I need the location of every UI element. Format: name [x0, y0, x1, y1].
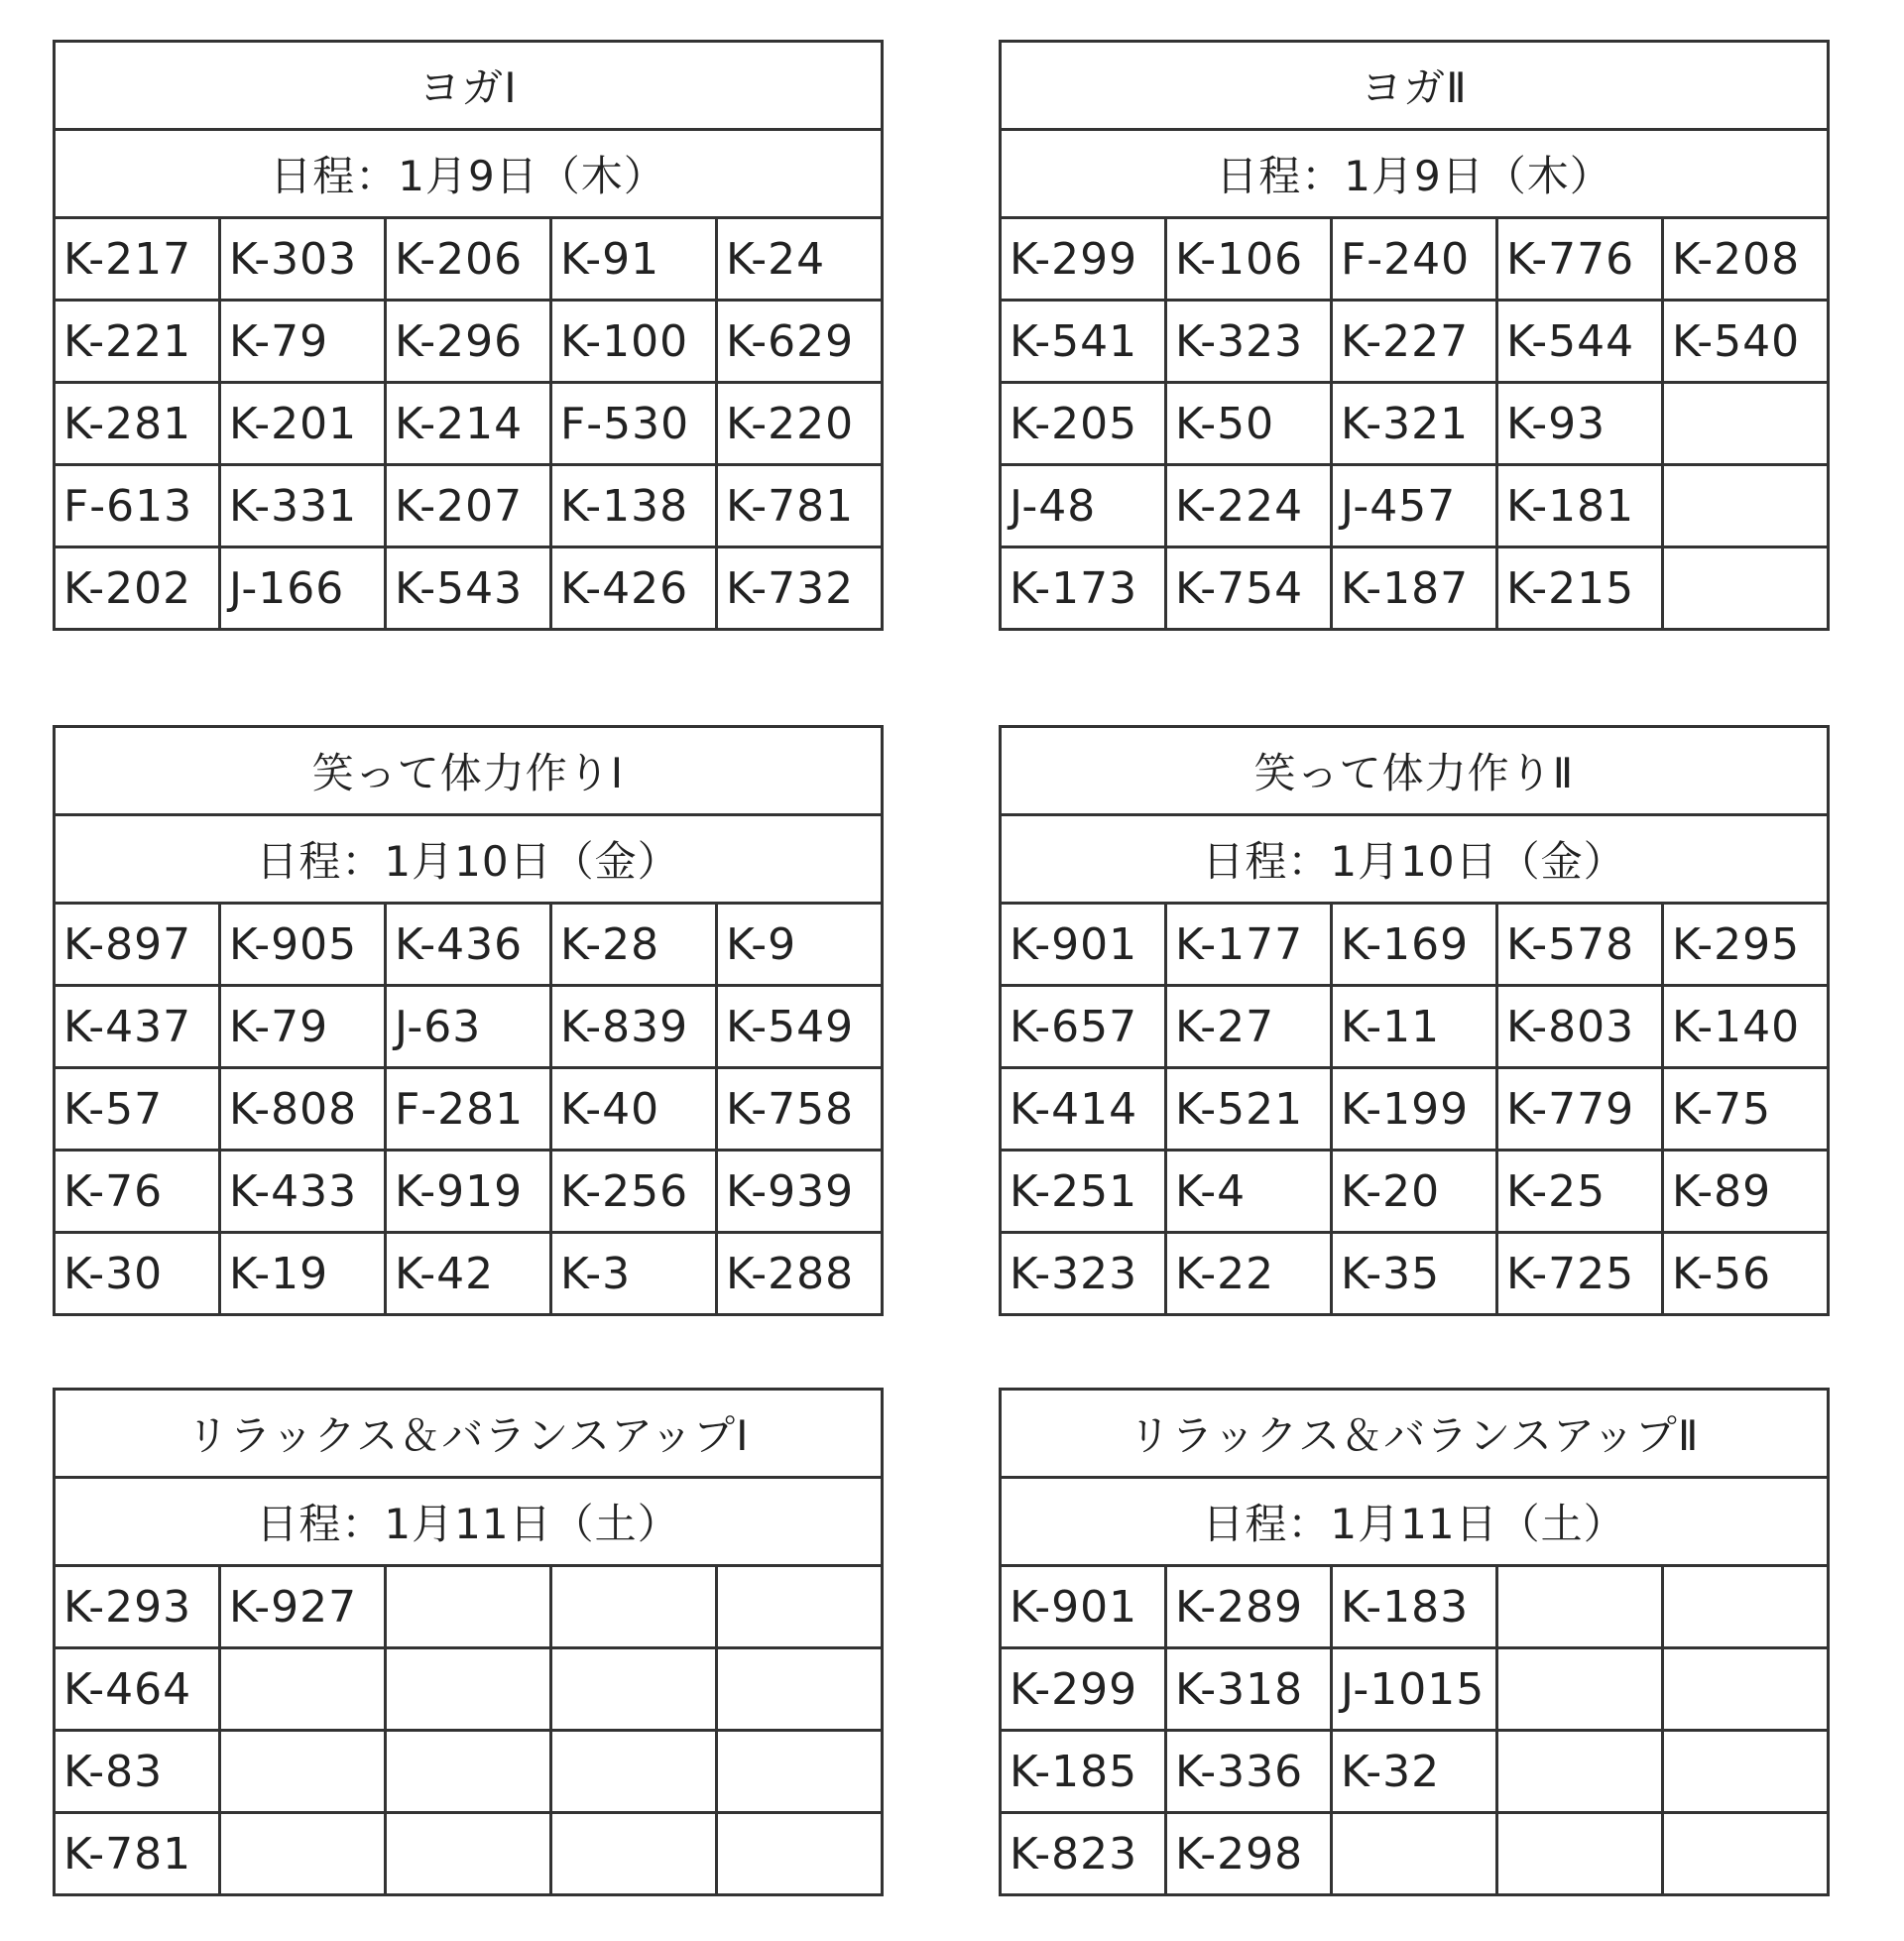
session-title: 笑って体力作りⅡ: [1001, 727, 1829, 815]
participant-id-cell: K-289: [1166, 1566, 1332, 1648]
table-row: [55, 383, 883, 465]
participant-id-cell: K-288: [717, 1233, 883, 1315]
session-table-laugh-fitness-1: [53, 725, 884, 1316]
participant-id-cell: K-521: [1166, 1068, 1332, 1151]
participant-id-cell: F-530: [551, 383, 717, 465]
table-row: [1001, 904, 1829, 986]
participant-id-cell: K-9: [717, 904, 883, 986]
table-row: [55, 218, 883, 301]
table-row: [1001, 986, 1829, 1068]
participant-id-cell: K-541: [1001, 301, 1166, 383]
table-row: [55, 1233, 883, 1315]
participant-id-cell: [1663, 1566, 1829, 1648]
participant-id-cell: K-50: [1166, 383, 1332, 465]
participant-id-cell: K-177: [1166, 904, 1332, 986]
participant-id-cell: K-897: [55, 904, 220, 986]
session-date: 日程：1月10日（金）: [1001, 815, 1829, 904]
participant-id-cell: [1497, 1566, 1663, 1648]
participant-id-cell: K-207: [386, 465, 551, 547]
table-row: [55, 1566, 883, 1648]
participant-id-cell: [551, 1566, 717, 1648]
table-row: [55, 1813, 883, 1895]
participant-id-cell: K-901: [1001, 1566, 1166, 1648]
session-table: [999, 725, 1830, 1316]
participant-id-cell: K-79: [220, 986, 386, 1068]
participant-id-cell: K-19: [220, 1233, 386, 1315]
participant-id-cell: K-208: [1663, 218, 1829, 301]
participant-id-cell: [717, 1648, 883, 1731]
participant-id-cell: K-199: [1332, 1068, 1497, 1151]
participant-id-cell: K-426: [551, 547, 717, 630]
participant-id-cell: [1497, 1648, 1663, 1731]
participant-id-cell: K-224: [1166, 465, 1332, 547]
table-row: [1001, 1068, 1829, 1151]
participant-id-cell: K-187: [1332, 547, 1497, 630]
participant-id-cell: K-32: [1332, 1731, 1497, 1813]
participant-id-cell: K-227: [1332, 301, 1497, 383]
participant-id-cell: K-185: [1001, 1731, 1166, 1813]
participant-id-cell: K-323: [1166, 301, 1332, 383]
participant-id-cell: [1663, 1648, 1829, 1731]
participant-id-cell: K-100: [551, 301, 717, 383]
participant-id-cell: [386, 1566, 551, 1648]
session-table: [53, 725, 884, 1316]
participant-id-cell: [1663, 1813, 1829, 1895]
participant-id-cell: K-629: [717, 301, 883, 383]
table-row: [1001, 1233, 1829, 1315]
participant-id-cell: K-464: [55, 1648, 220, 1731]
participant-id-cell: K-299: [1001, 1648, 1166, 1731]
table-row: [1001, 465, 1829, 547]
participant-id-cell: K-214: [386, 383, 551, 465]
participant-id-cell: K-201: [220, 383, 386, 465]
participant-id-cell: [551, 1731, 717, 1813]
participant-id-cell: K-40: [551, 1068, 717, 1151]
session-table: [999, 1388, 1830, 1896]
participant-id-cell: [220, 1731, 386, 1813]
table-row: [55, 301, 883, 383]
participant-id-cell: [717, 1731, 883, 1813]
participant-id-cell: K-657: [1001, 986, 1166, 1068]
table-row: [1001, 383, 1829, 465]
participant-id-cell: K-215: [1497, 547, 1663, 630]
participant-id-cell: J-166: [220, 547, 386, 630]
session-table: [53, 40, 884, 631]
participant-id-cell: K-321: [1332, 383, 1497, 465]
participant-id-cell: K-220: [717, 383, 883, 465]
session-table-laugh-fitness-2: [999, 725, 1830, 1316]
session-table: [999, 40, 1830, 631]
participant-id-cell: K-296: [386, 301, 551, 383]
participant-id-cell: K-732: [717, 547, 883, 630]
session-date: 日程：1月11日（土）: [55, 1478, 883, 1566]
participant-id-cell: K-91: [551, 218, 717, 301]
participant-id-cell: K-205: [1001, 383, 1166, 465]
session-table-relax-balance-1: [53, 1388, 884, 1896]
participant-id-cell: [717, 1566, 883, 1648]
table-row: [1001, 301, 1829, 383]
participant-id-cell: J-1015: [1332, 1648, 1497, 1731]
participant-id-cell: K-919: [386, 1151, 551, 1233]
participant-id-cell: K-181: [1497, 465, 1663, 547]
participant-id-cell: K-93: [1497, 383, 1663, 465]
participant-id-cell: K-11: [1332, 986, 1497, 1068]
participant-id-cell: K-437: [55, 986, 220, 1068]
participant-id-cell: K-28: [551, 904, 717, 986]
participant-id-cell: K-221: [55, 301, 220, 383]
participant-id-cell: K-781: [55, 1813, 220, 1895]
participant-id-cell: K-939: [717, 1151, 883, 1233]
participant-id-cell: K-331: [220, 465, 386, 547]
participant-id-cell: K-83: [55, 1731, 220, 1813]
session-date: 日程：1月9日（木）: [1001, 130, 1829, 218]
session-title: リラックス＆バランスアップⅠ: [55, 1390, 883, 1478]
participant-id-cell: K-256: [551, 1151, 717, 1233]
participant-id-cell: K-217: [55, 218, 220, 301]
session-table-relax-balance-2: [999, 1388, 1830, 1896]
participant-id-cell: [551, 1813, 717, 1895]
table-row: [55, 1731, 883, 1813]
participant-id-cell: K-22: [1166, 1233, 1332, 1315]
participant-id-cell: K-295: [1663, 904, 1829, 986]
table-row: [1001, 547, 1829, 630]
participant-id-cell: K-106: [1166, 218, 1332, 301]
table-row: [55, 1648, 883, 1731]
table-row: [55, 986, 883, 1068]
participant-id-cell: K-433: [220, 1151, 386, 1233]
participant-id-cell: K-183: [1332, 1566, 1497, 1648]
participant-id-cell: K-30: [55, 1233, 220, 1315]
participant-id-cell: K-808: [220, 1068, 386, 1151]
participant-id-cell: K-173: [1001, 547, 1166, 630]
table-row: [55, 1151, 883, 1233]
participant-id-cell: [220, 1648, 386, 1731]
participant-id-cell: K-901: [1001, 904, 1166, 986]
participant-id-cell: K-303: [220, 218, 386, 301]
participant-id-cell: K-140: [1663, 986, 1829, 1068]
participant-id-cell: K-436: [386, 904, 551, 986]
participant-id-cell: K-42: [386, 1233, 551, 1315]
participant-id-cell: K-776: [1497, 218, 1663, 301]
participant-id-cell: [386, 1731, 551, 1813]
participant-id-cell: K-323: [1001, 1233, 1166, 1315]
participant-id-cell: K-578: [1497, 904, 1663, 986]
participant-id-cell: K-839: [551, 986, 717, 1068]
participant-id-cell: [386, 1648, 551, 1731]
participant-id-cell: K-4: [1166, 1151, 1332, 1233]
participant-id-cell: K-781: [717, 465, 883, 547]
participant-id-cell: [1663, 465, 1829, 547]
participant-id-cell: [717, 1813, 883, 1895]
participant-id-cell: K-540: [1663, 301, 1829, 383]
participant-id-cell: K-754: [1166, 547, 1332, 630]
participant-id-cell: K-56: [1663, 1233, 1829, 1315]
session-title: ヨガⅡ: [1001, 42, 1829, 130]
participant-id-cell: K-169: [1332, 904, 1497, 986]
participant-id-cell: [1663, 547, 1829, 630]
participant-id-cell: [1663, 1731, 1829, 1813]
participant-id-cell: K-414: [1001, 1068, 1166, 1151]
participant-id-cell: K-251: [1001, 1151, 1166, 1233]
participant-id-cell: F-613: [55, 465, 220, 547]
participant-id-cell: [1663, 383, 1829, 465]
participant-id-cell: [1497, 1731, 1663, 1813]
participant-id-cell: K-89: [1663, 1151, 1829, 1233]
table-row: [55, 1068, 883, 1151]
session-title: 笑って体力作りⅠ: [55, 727, 883, 815]
participant-id-cell: K-823: [1001, 1813, 1166, 1895]
table-row: [1001, 1731, 1829, 1813]
session-date: 日程：1月9日（木）: [55, 130, 883, 218]
session-title: リラックス＆バランスアップⅡ: [1001, 1390, 1829, 1478]
table-row: [1001, 1566, 1829, 1648]
participant-id-cell: F-240: [1332, 218, 1497, 301]
table-row: [1001, 1813, 1829, 1895]
participant-id-cell: K-3: [551, 1233, 717, 1315]
table-row: [55, 547, 883, 630]
participant-id-cell: K-24: [717, 218, 883, 301]
participant-id-cell: K-543: [386, 547, 551, 630]
participant-id-cell: K-57: [55, 1068, 220, 1151]
participant-id-cell: K-35: [1332, 1233, 1497, 1315]
participant-id-cell: K-76: [55, 1151, 220, 1233]
table-row: [1001, 218, 1829, 301]
table-row: [55, 465, 883, 547]
participant-id-cell: K-803: [1497, 986, 1663, 1068]
participant-id-cell: K-27: [1166, 986, 1332, 1068]
participant-id-cell: K-779: [1497, 1068, 1663, 1151]
participant-id-cell: K-25: [1497, 1151, 1663, 1233]
participant-id-cell: J-48: [1001, 465, 1166, 547]
table-row: [1001, 1648, 1829, 1731]
participant-id-cell: [386, 1813, 551, 1895]
session-date: 日程：1月11日（土）: [1001, 1478, 1829, 1566]
session-date: 日程：1月10日（金）: [55, 815, 883, 904]
table-row: [1001, 1151, 1829, 1233]
participant-id-cell: J-63: [386, 986, 551, 1068]
participant-id-cell: [1332, 1813, 1497, 1895]
session-table: [53, 1388, 884, 1896]
participant-id-cell: K-202: [55, 547, 220, 630]
participant-id-cell: K-544: [1497, 301, 1663, 383]
participant-id-cell: J-457: [1332, 465, 1497, 547]
participant-id-cell: [1497, 1813, 1663, 1895]
participant-id-cell: K-298: [1166, 1813, 1332, 1895]
participant-id-cell: [551, 1648, 717, 1731]
table-row: [55, 904, 883, 986]
session-table-yoga-2: [999, 40, 1830, 631]
session-table-yoga-1: [53, 40, 884, 631]
participant-id-cell: K-75: [1663, 1068, 1829, 1151]
participant-id-cell: F-281: [386, 1068, 551, 1151]
participant-id-cell: K-79: [220, 301, 386, 383]
participant-id-cell: K-318: [1166, 1648, 1332, 1731]
participant-id-cell: K-293: [55, 1566, 220, 1648]
participant-id-cell: K-281: [55, 383, 220, 465]
participant-id-cell: K-138: [551, 465, 717, 547]
participant-id-cell: K-299: [1001, 218, 1166, 301]
participant-id-cell: K-549: [717, 986, 883, 1068]
participant-id-cell: K-905: [220, 904, 386, 986]
participant-id-cell: K-725: [1497, 1233, 1663, 1315]
participant-id-cell: K-206: [386, 218, 551, 301]
participant-id-cell: K-927: [220, 1566, 386, 1648]
session-title: ヨガⅠ: [55, 42, 883, 130]
participant-id-cell: [220, 1813, 386, 1895]
participant-id-cell: K-336: [1166, 1731, 1332, 1813]
participant-id-cell: K-20: [1332, 1151, 1497, 1233]
participant-id-cell: K-758: [717, 1068, 883, 1151]
